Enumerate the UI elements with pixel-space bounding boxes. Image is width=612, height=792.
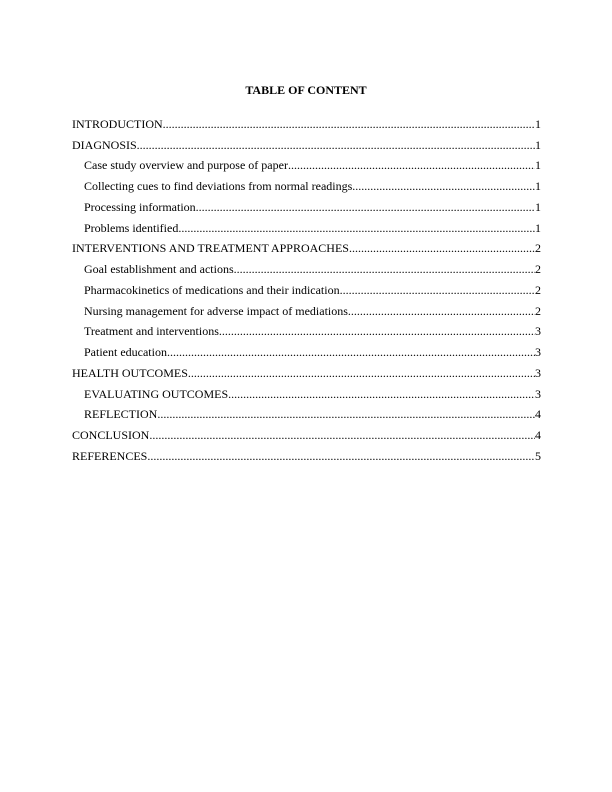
- toc-dot-leader: [167, 345, 535, 359]
- toc-entry-pharmacokinetics[interactable]: [72, 276, 541, 297]
- toc-entry-text: Goal establishment and actions: [84, 262, 234, 276]
- toc-page-number: 3: [535, 365, 541, 380]
- toc-page-number: 3: [535, 386, 541, 401]
- toc-entry-text: CONCLUSION: [72, 428, 150, 442]
- toc-entry-processing-information[interactable]: [72, 193, 541, 214]
- toc-dot-leader: [196, 200, 535, 214]
- toc-dot-leader: [348, 304, 535, 318]
- toc-entry-conclusion[interactable]: [72, 421, 541, 442]
- toc-entry-text: REFERENCES: [72, 448, 148, 463]
- toc-page-number: 1: [535, 137, 541, 152]
- toc-list: [72, 110, 541, 463]
- toc-entry-interventions[interactable]: [72, 235, 541, 256]
- toc-dot-leader: [219, 324, 535, 338]
- toc-entry-reflection[interactable]: [72, 401, 541, 422]
- toc-dot-leader: [178, 221, 535, 235]
- toc-entry-goal-establishment[interactable]: [72, 255, 541, 276]
- toc-entry-problems-identified[interactable]: [72, 214, 541, 235]
- toc-entry-text: Processing information: [84, 199, 196, 214]
- toc-entry-treatment-interventions[interactable]: [72, 318, 541, 339]
- toc-entry-text: Nursing management for adverse impact of mediations: [84, 303, 348, 318]
- toc-entry-text: Treatment and interventions: [84, 324, 219, 339]
- toc-page-number: 2: [535, 262, 541, 276]
- toc-dot-leader: [234, 262, 535, 276]
- toc-dot-leader: [349, 241, 535, 255]
- toc-entry-collecting-cues[interactable]: [72, 172, 541, 193]
- toc-entry-text: REFLECTION: [84, 407, 158, 422]
- toc-page-number: 1: [535, 220, 541, 235]
- toc-entry-text: INTRODUCTION: [72, 116, 163, 131]
- toc-page-number: 4: [535, 407, 541, 422]
- toc-page-number: 1: [535, 179, 541, 193]
- toc-entry-evaluating-outcomes[interactable]: [72, 380, 541, 401]
- toc-dot-leader: [228, 387, 535, 401]
- toc-page-number: 1: [535, 199, 541, 214]
- toc-page-number: 2: [535, 241, 541, 256]
- toc-entry-introduction[interactable]: [72, 110, 541, 131]
- toc-page-number: 3: [535, 324, 541, 339]
- toc-page-number: 3: [535, 345, 541, 359]
- toc-entry-text: DIAGNOSIS: [72, 137, 137, 152]
- toc-page-number: 2: [535, 303, 541, 318]
- toc-dot-leader: [149, 428, 535, 442]
- toc-page-number: 1: [535, 158, 541, 173]
- toc-entry-text: Patient education: [84, 345, 167, 359]
- toc-entry-patient-education[interactable]: [72, 338, 541, 359]
- toc-dot-leader: [157, 407, 535, 421]
- toc-page-number: 5: [535, 448, 541, 463]
- toc-entry-text: HEALTH OUTCOMES: [72, 365, 188, 380]
- toc-entry-text: INTERVENTIONS AND TREATMENT APPROACHES: [72, 241, 349, 256]
- toc-entry-text: EVALUATING OUTCOMES: [84, 386, 229, 401]
- toc-entry-references[interactable]: [72, 442, 541, 463]
- toc-entry-text: Case study overview and purpose of paper: [84, 158, 288, 173]
- toc-entry-diagnosis[interactable]: [72, 131, 541, 152]
- toc-dot-leader: [188, 366, 535, 380]
- toc-entry-nursing-management[interactable]: [72, 297, 541, 318]
- toc-dot-leader: [288, 158, 535, 172]
- toc-title: TABLE OF CONTENT: [245, 83, 367, 97]
- toc-dot-leader: [147, 449, 535, 463]
- toc-entry-text: Problems identified: [84, 220, 179, 235]
- toc-dot-leader: [352, 179, 535, 193]
- toc-page-number: 4: [535, 428, 541, 442]
- toc-page-number: 2: [535, 282, 541, 297]
- toc-entry-health-outcomes[interactable]: [72, 359, 541, 380]
- toc-entry-text: Pharmacokinetics of medications and their indication: [84, 282, 340, 297]
- toc-entry-text: Collecting cues to find deviations from normal readings: [84, 179, 353, 193]
- toc-dot-leader: [137, 138, 535, 152]
- toc-entry-case-study-overview[interactable]: [72, 152, 541, 173]
- toc-dot-leader: [163, 117, 535, 131]
- toc-dot-leader: [340, 283, 535, 297]
- toc-page-number: 1: [535, 116, 541, 131]
